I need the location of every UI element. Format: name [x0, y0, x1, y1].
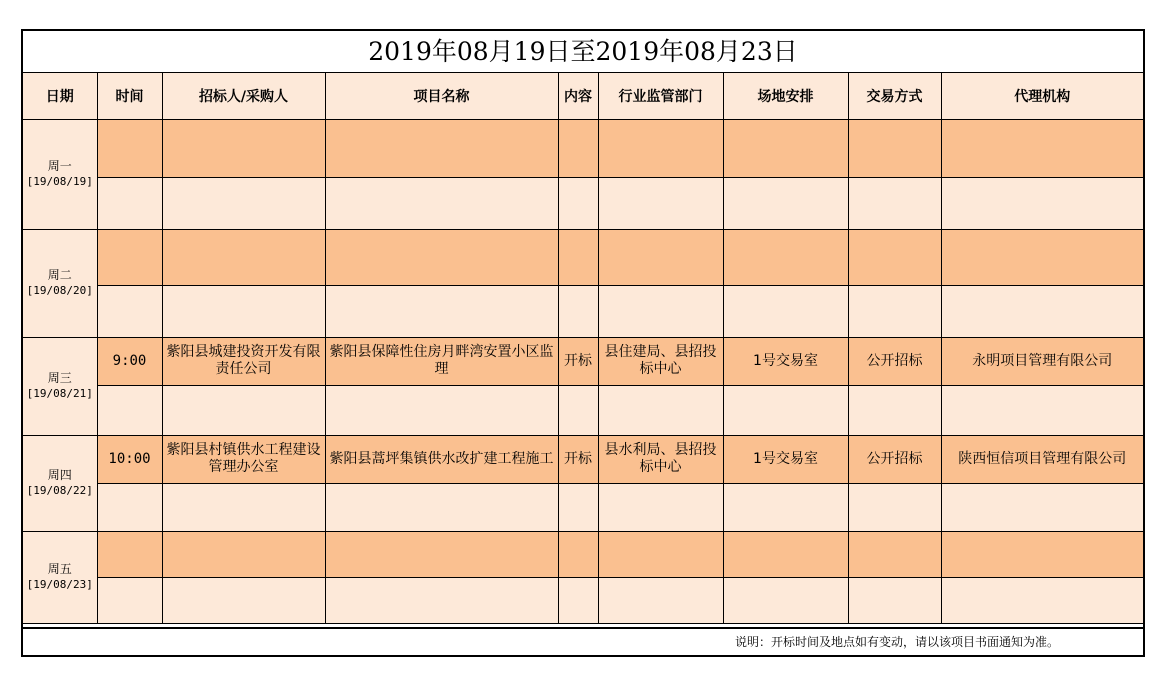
table-cell — [162, 177, 325, 229]
table-cell — [162, 119, 325, 177]
table-cell — [941, 229, 1143, 285]
table-cell — [97, 285, 162, 337]
day-cell-thursday — [23, 435, 97, 531]
table-cell — [325, 531, 558, 577]
entry-content: 开标 — [558, 337, 598, 385]
table-cell — [325, 483, 558, 531]
table-cell — [558, 177, 598, 229]
table-cell — [558, 531, 598, 577]
table-row — [23, 483, 1143, 531]
table-cell — [723, 483, 848, 531]
table-cell — [848, 483, 941, 531]
day-cell-tuesday — [23, 229, 97, 337]
header-content: 内容 — [558, 73, 598, 119]
day-date: [19/08/21] — [26, 387, 93, 400]
table-cell — [558, 483, 598, 531]
header-agency: 代理机构 — [941, 73, 1143, 119]
table-cell — [723, 229, 848, 285]
header-method: 交易方式 — [848, 73, 941, 119]
page-title: 2019年08月19日至2019年08月23日 — [23, 31, 1143, 73]
entry-method: 公开招标 — [848, 435, 941, 483]
header-venue: 场地安排 — [723, 73, 848, 119]
entry-venue: 1号交易室 — [723, 435, 848, 483]
table-cell — [162, 229, 325, 285]
table-cell — [598, 177, 723, 229]
table-row — [23, 229, 1143, 285]
entry-agency: 陕西恒信项目管理有限公司 — [941, 435, 1143, 483]
table-cell — [848, 229, 941, 285]
table-cell — [723, 285, 848, 337]
table-cell — [848, 577, 941, 623]
table-cell — [162, 385, 325, 435]
table-cell — [598, 577, 723, 623]
table-cell — [97, 483, 162, 531]
table-cell — [848, 285, 941, 337]
table-cell — [162, 577, 325, 623]
table-cell — [558, 577, 598, 623]
table-row — [23, 177, 1143, 229]
table-cell — [723, 177, 848, 229]
table-cell — [941, 285, 1143, 337]
entry-content: 开标 — [558, 435, 598, 483]
day-date: [19/08/23] — [26, 578, 93, 591]
table-cell — [941, 577, 1143, 623]
table-cell — [162, 285, 325, 337]
table-cell — [723, 385, 848, 435]
schedule-table — [23, 73, 1143, 624]
table-cell — [325, 385, 558, 435]
header-time: 时间 — [97, 73, 162, 119]
entry-supervisor: 县住建局、县招投标中心 — [598, 337, 723, 385]
table-cell — [723, 577, 848, 623]
day-cell-monday — [23, 119, 97, 229]
table-cell — [97, 577, 162, 623]
entry-venue: 1号交易室 — [723, 337, 848, 385]
table-cell — [723, 119, 848, 177]
header-row — [23, 73, 1143, 119]
table-cell — [598, 285, 723, 337]
day-weekday: 周二 — [47, 268, 72, 282]
entry-project: 紫阳县保障性住房月畔湾安置小区监理 — [325, 337, 558, 385]
table-cell — [97, 531, 162, 577]
entry-method: 公开招标 — [848, 337, 941, 385]
table-cell — [325, 229, 558, 285]
table-cell — [598, 229, 723, 285]
day-date: [19/08/19] — [26, 175, 93, 188]
table-row — [23, 119, 1143, 177]
table-cell — [848, 119, 941, 177]
table-row — [23, 337, 1143, 385]
day-cell-wednesday — [23, 337, 97, 435]
day-weekday: 周四 — [47, 468, 72, 482]
table-cell — [558, 385, 598, 435]
entry-agency: 永明项目管理有限公司 — [941, 337, 1143, 385]
table-row — [23, 435, 1143, 483]
table-cell — [97, 119, 162, 177]
entry-tenderer: 紫阳县村镇供水工程建设管理办公室 — [162, 435, 325, 483]
header-project: 项目名称 — [325, 73, 558, 119]
day-cell-friday — [23, 531, 97, 623]
table-cell — [558, 229, 598, 285]
day-weekday: 周一 — [47, 159, 72, 173]
entry-supervisor: 县水利局、县招投标中心 — [598, 435, 723, 483]
table-cell — [598, 385, 723, 435]
table-cell — [848, 385, 941, 435]
header-supervisor: 行业监管部门 — [598, 73, 723, 119]
day-weekday: 周五 — [47, 562, 72, 576]
table-cell — [97, 177, 162, 229]
table-cell — [941, 177, 1143, 229]
table-cell — [598, 119, 723, 177]
table-cell — [723, 531, 848, 577]
table-cell — [941, 531, 1143, 577]
entry-tenderer: 紫阳县城建投资开发有限责任公司 — [162, 337, 325, 385]
table-row — [23, 285, 1143, 337]
entry-time: 9:00 — [97, 337, 162, 385]
table-cell — [598, 483, 723, 531]
table-cell — [598, 531, 723, 577]
table-cell — [325, 119, 558, 177]
day-weekday: 周三 — [47, 371, 72, 385]
table-row — [23, 531, 1143, 577]
entry-time: 10:00 — [97, 435, 162, 483]
table-row — [23, 577, 1143, 623]
table-cell — [558, 285, 598, 337]
table-cell — [941, 483, 1143, 531]
table-cell — [848, 531, 941, 577]
entry-project: 紫阳县蒿坪集镇供水改扩建工程施工 — [325, 435, 558, 483]
day-date: [19/08/22] — [26, 484, 93, 497]
table-cell — [325, 177, 558, 229]
table-cell — [941, 385, 1143, 435]
table-cell — [97, 385, 162, 435]
table-cell — [325, 285, 558, 337]
day-date: [19/08/20] — [26, 284, 93, 297]
table-cell — [162, 531, 325, 577]
table-cell — [325, 577, 558, 623]
table-cell — [848, 177, 941, 229]
header-date: 日期 — [23, 73, 97, 119]
table-cell — [941, 119, 1143, 177]
table-cell — [97, 229, 162, 285]
table-cell — [558, 119, 598, 177]
schedule-sheet — [21, 29, 1145, 657]
table-cell — [162, 483, 325, 531]
footer-note: 说明：开标时间及地点如有变动，请以该项目书面通知为准。 — [23, 627, 1143, 655]
header-tenderer: 招标人/采购人 — [162, 73, 325, 119]
table-row — [23, 385, 1143, 435]
